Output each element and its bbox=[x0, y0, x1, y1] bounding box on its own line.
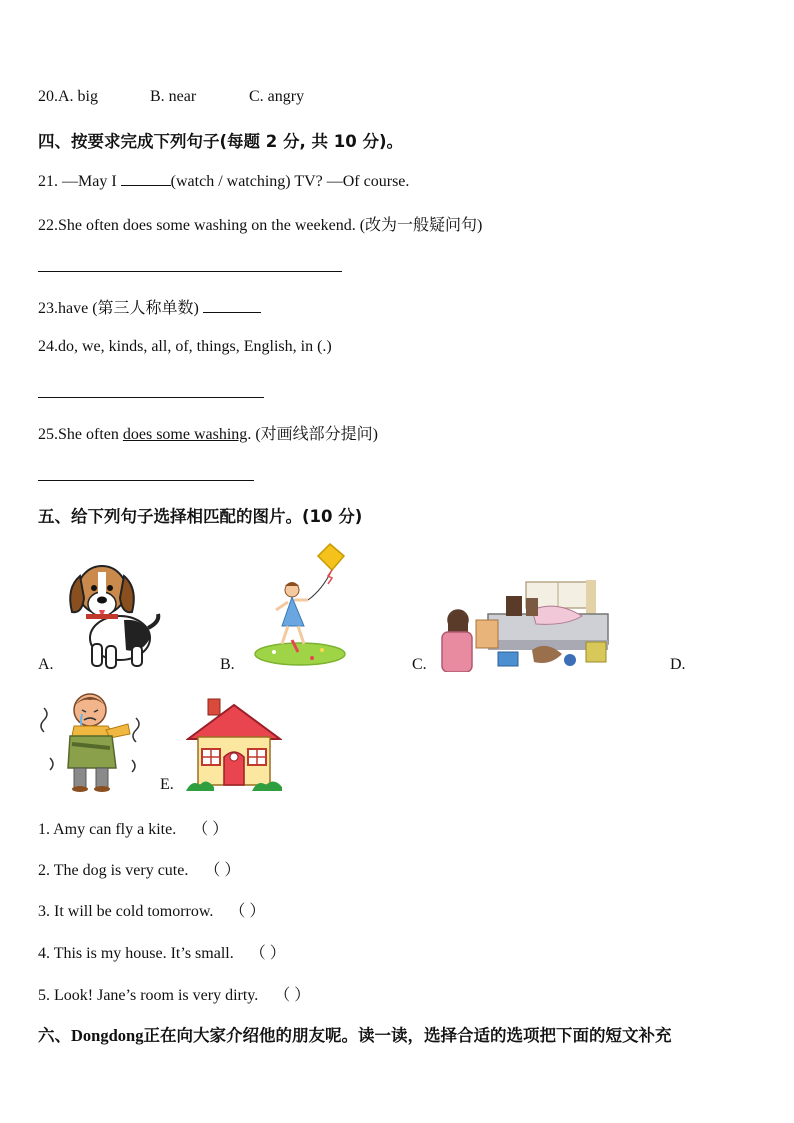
answer-parentheses[interactable]: （ ） bbox=[204, 862, 241, 879]
messy-room-icon bbox=[436, 580, 612, 672]
picture-label-b: B. bbox=[220, 656, 235, 673]
match-item-3 bbox=[38, 898, 265, 921]
question-25 bbox=[38, 421, 378, 444]
answer-blank[interactable] bbox=[203, 298, 261, 313]
match-item-1 bbox=[38, 816, 228, 839]
answer-blank[interactable] bbox=[121, 171, 171, 186]
section-5-heading: 五、给下列句子选择相匹配的图片。(10 分) bbox=[38, 507, 363, 526]
answer-parentheses[interactable]: （ ） bbox=[192, 821, 229, 838]
picture-label-e: E. bbox=[160, 776, 174, 793]
match-item-2 bbox=[38, 857, 240, 880]
match-item-4 bbox=[38, 940, 286, 963]
girl-flying-kite-icon bbox=[252, 540, 348, 668]
question-text: —May I bbox=[58, 173, 121, 190]
question-number: 21. bbox=[38, 173, 58, 190]
dog-icon bbox=[62, 558, 162, 672]
match-sentence: 4. This is my house. It’s small. bbox=[38, 945, 234, 962]
picture-label-a: A. bbox=[38, 656, 54, 673]
section-instruction: 正在向大家介绍他的朋友呢。读一读，选择合适的选项把下面的短文补充 bbox=[143, 1026, 672, 1045]
answer-line[interactable] bbox=[38, 480, 254, 481]
underlined-phrase: does some washing bbox=[122, 426, 248, 443]
section-6-heading bbox=[38, 1022, 671, 1046]
match-sentence: 1. Amy can fly a kite. bbox=[38, 821, 177, 838]
answer-line[interactable] bbox=[38, 397, 264, 398]
match-sentence: 5. Look! Jane’s room is very dirty. bbox=[38, 987, 259, 1004]
option-c: C. angry bbox=[249, 88, 305, 105]
cold-person-icon bbox=[38, 688, 146, 792]
answer-line[interactable] bbox=[38, 271, 342, 272]
match-item-5 bbox=[38, 982, 310, 1005]
section-number: 六、 bbox=[38, 1026, 71, 1045]
option-b: B. near bbox=[150, 88, 197, 105]
house-icon bbox=[186, 697, 282, 791]
question-20 bbox=[38, 88, 304, 106]
answer-parentheses[interactable]: （ ） bbox=[274, 987, 311, 1004]
question-22: 22.She often does some washing on the weekend. (改为一般疑问句) bbox=[38, 217, 483, 234]
match-sentence: 2. The dog is very cute. bbox=[38, 862, 189, 879]
picture-label-d: D. bbox=[670, 656, 686, 673]
section-4-heading: 四、按要求完成下列句子(每题 2 分, 共 10 分)。 bbox=[38, 132, 404, 151]
question-24: 24.do, we, kinds, all, of, things, English, in (.) bbox=[38, 338, 332, 355]
question-21 bbox=[38, 171, 409, 191]
match-sentence: 3. It will be cold tomorrow. bbox=[38, 903, 214, 920]
question-text: 23.have (第三人称单数) bbox=[38, 300, 203, 317]
question-number: 20. bbox=[38, 88, 58, 105]
question-text: . (对画线部分提问) bbox=[247, 426, 378, 443]
question-23 bbox=[38, 295, 261, 318]
picture-label-c: C. bbox=[412, 656, 427, 673]
question-text: 25.She often bbox=[38, 426, 123, 443]
person-name: Dongdong bbox=[71, 1026, 144, 1045]
answer-parentheses[interactable]: （ ） bbox=[229, 903, 266, 920]
answer-parentheses[interactable]: （ ） bbox=[249, 945, 286, 962]
question-text: (watch / watching) TV? —Of course. bbox=[170, 173, 410, 190]
option-a: A. big bbox=[58, 88, 98, 105]
